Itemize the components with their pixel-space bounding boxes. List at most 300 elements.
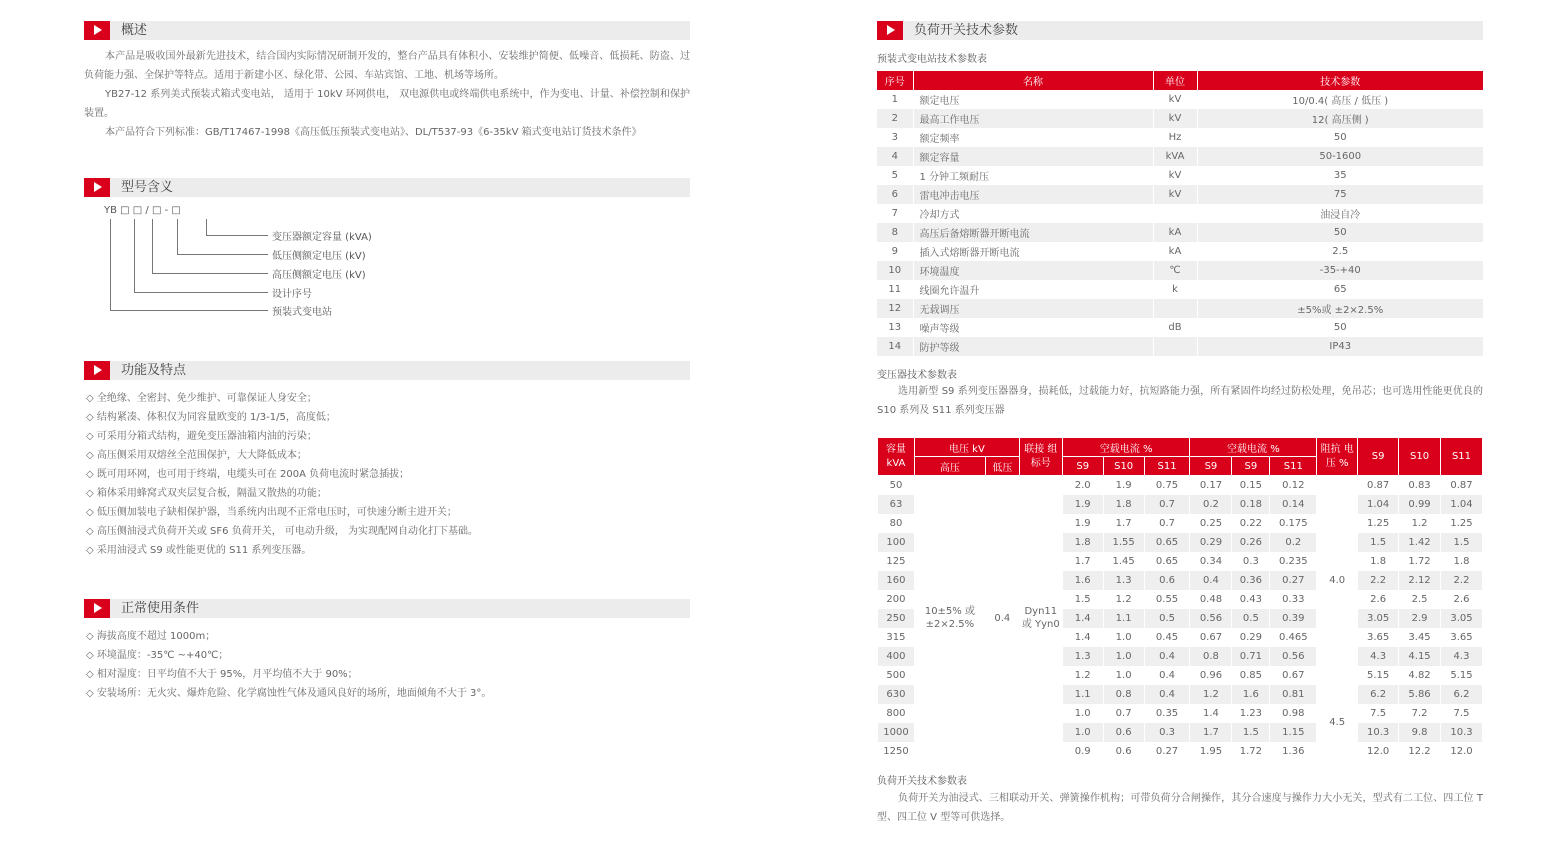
table-cell: 0.25 bbox=[1190, 514, 1232, 533]
table-cell: 0.4 bbox=[1144, 666, 1190, 685]
table-cell: 1.36 bbox=[1270, 742, 1317, 761]
table-header-row bbox=[878, 438, 1483, 457]
loadswitch-paragraph: 负荷开关为油浸式、三相联动开关、弹簧操作机构；可带负荷分合闸操作，其分合速度与操作力大小无关，型式有二工位、四工位 T 型、四工位 V 型等可供选择。 bbox=[877, 793, 1483, 823]
column-header: S9 bbox=[1232, 457, 1270, 476]
table-cell: 1.55 bbox=[1103, 533, 1144, 552]
table-cell: 0.175 bbox=[1270, 514, 1317, 533]
play-icon bbox=[84, 21, 110, 40]
features-list bbox=[86, 389, 690, 560]
section-header-params bbox=[877, 21, 1483, 40]
table-cell: 0.6 bbox=[1144, 571, 1190, 590]
table-row bbox=[877, 223, 1483, 242]
table-cell: 冷却方式 bbox=[913, 204, 1153, 223]
table-cell: 0.27 bbox=[1270, 571, 1317, 590]
table-cell: 最高工作电压 bbox=[913, 109, 1153, 128]
table-cell: 0.4 bbox=[1144, 685, 1190, 704]
table-cell: 0.18 bbox=[1232, 495, 1270, 514]
column-header: 容量 kVA bbox=[878, 438, 915, 476]
model-label: 预装式变电站 bbox=[272, 307, 332, 318]
table-cell: 2.6 bbox=[1358, 590, 1399, 609]
table-cell: 1.72 bbox=[1232, 742, 1270, 761]
table-cell: 0.6 bbox=[1103, 723, 1144, 742]
table-cell: 315 bbox=[878, 628, 915, 647]
table-row bbox=[877, 318, 1483, 337]
table-cell: 2.2 bbox=[1441, 571, 1483, 590]
table-cell: 0.67 bbox=[1190, 628, 1232, 647]
table-cell: 0.34 bbox=[1190, 552, 1232, 571]
table-cell: 800 bbox=[878, 704, 915, 723]
table-cell: 1.5 bbox=[1358, 533, 1399, 552]
diagram-line bbox=[206, 235, 268, 236]
table-cell: 0.3 bbox=[1232, 552, 1270, 571]
list-item: ◇ 全绝缘、全密封、免少维护、可靠保证人身安全； bbox=[86, 393, 317, 404]
table-cell: 6.2 bbox=[1358, 685, 1399, 704]
table-cell: 10 bbox=[877, 261, 913, 280]
table-cell: 0.7 bbox=[1144, 514, 1190, 533]
table-cell: 1.45 bbox=[1103, 552, 1144, 571]
model-label: 高压侧额定电压 (kV) bbox=[272, 270, 366, 281]
table-cell: 1.7 bbox=[1190, 723, 1232, 742]
table-cell: kVA bbox=[1153, 147, 1197, 166]
table-cell: 3.45 bbox=[1399, 628, 1441, 647]
list-item: ◇ 箱体采用蜂窝式双夹层复合板，隔温又散热的功能； bbox=[86, 488, 327, 499]
table-cell: 油浸自冷 bbox=[1197, 204, 1483, 223]
list-item: ◇ 可采用分箱式结构，避免变压器油箱内油的污染； bbox=[86, 431, 317, 442]
table-cell: 4 bbox=[877, 147, 913, 166]
diagram-line bbox=[152, 219, 153, 273]
table-row bbox=[877, 90, 1483, 109]
table-cell: 35 bbox=[1197, 166, 1483, 185]
table-cell: kV bbox=[1153, 109, 1197, 128]
table-cell: 0.36 bbox=[1232, 571, 1270, 590]
table-row bbox=[877, 242, 1483, 261]
table-cell: 0.43 bbox=[1232, 590, 1270, 609]
column-header: 技术参数 bbox=[1197, 71, 1483, 90]
play-icon bbox=[877, 21, 903, 40]
table-cell: 4.15 bbox=[1399, 647, 1441, 666]
transformer-table-body bbox=[878, 476, 1483, 761]
table-cell: 0.96 bbox=[1190, 666, 1232, 685]
table-cell: 8 bbox=[877, 223, 913, 242]
table-cell: 额定电压 bbox=[913, 90, 1153, 109]
list-item: ◇ 高压侧油浸式负荷开关或 SF6 负荷开关， 可电动升级， 为实现配网自动化打下基础。 bbox=[86, 526, 479, 537]
table-cell: 0.5 bbox=[1232, 609, 1270, 628]
list-item: ◇ 采用油浸式 S9 或性能更优的 S11 系列变压器。 bbox=[86, 545, 312, 556]
table-cell: 5.15 bbox=[1441, 666, 1483, 685]
table-cell: 2.0 bbox=[1062, 476, 1103, 495]
table-cell: 3.05 bbox=[1358, 609, 1399, 628]
section-title: 负荷开关技术参数 bbox=[914, 23, 1019, 38]
table-cell: 1.5 bbox=[1062, 590, 1103, 609]
table-cell: 0.48 bbox=[1190, 590, 1232, 609]
diagram-line bbox=[152, 273, 268, 274]
table-cell: 额定频率 bbox=[913, 128, 1153, 147]
table-cell: 9 bbox=[877, 242, 913, 261]
table-cell: 额定容量 bbox=[913, 147, 1153, 166]
table-cell: 0.7 bbox=[1144, 495, 1190, 514]
column-header: 电压 kV bbox=[914, 438, 1019, 457]
table-cell: 12 bbox=[877, 299, 913, 318]
transformer-table bbox=[877, 437, 1483, 761]
table-row bbox=[877, 204, 1483, 223]
column-header: 低压 bbox=[985, 457, 1019, 476]
table-cell: 1.3 bbox=[1062, 647, 1103, 666]
table-cell: 1.9 bbox=[1062, 495, 1103, 514]
column-header: S10 bbox=[1399, 438, 1441, 476]
table-row bbox=[877, 337, 1483, 356]
table-cell bbox=[1153, 337, 1197, 356]
table-cell: 0.87 bbox=[1358, 476, 1399, 495]
table-cell: 0.75 bbox=[1144, 476, 1190, 495]
table-cell: 50 bbox=[1197, 128, 1483, 147]
section-header-overview bbox=[84, 21, 690, 40]
list-item: ◇ 环境温度：-35℃ ~+40℃； bbox=[86, 650, 229, 661]
table-cell: 0.9 bbox=[1062, 742, 1103, 761]
table-cell: 7 bbox=[877, 204, 913, 223]
table-cell: 7.2 bbox=[1399, 704, 1441, 723]
table-cell: 1.2 bbox=[1399, 514, 1441, 533]
table-cell bbox=[1153, 299, 1197, 318]
list-item: ◇ 既可用环网，也可用于终端，电缆头可在 200A 负荷电流时紧急插拔； bbox=[86, 469, 410, 480]
table-cell: 0.98 bbox=[1270, 704, 1317, 723]
table-cell: 1.04 bbox=[1441, 495, 1483, 514]
table-cell: 1000 bbox=[878, 723, 915, 742]
play-icon bbox=[84, 178, 110, 197]
table-cell bbox=[1153, 204, 1197, 223]
table-cell: 1.8 bbox=[1358, 552, 1399, 571]
table-cell: 1.25 bbox=[1441, 514, 1483, 533]
table-row bbox=[877, 280, 1483, 299]
table-cell: 10±5% 或 ±2×2.5% bbox=[914, 476, 985, 761]
table-cell: 4.0 bbox=[1317, 476, 1358, 685]
model-label: 设计序号 bbox=[272, 289, 312, 300]
table-row bbox=[878, 476, 1483, 495]
list-item: ◇ 结构紧凑、体积仅为同容量欧变的 1/3-1/5，高度低； bbox=[86, 412, 336, 423]
play-icon bbox=[84, 599, 110, 618]
table-row bbox=[877, 166, 1483, 185]
table-cell: 2 bbox=[877, 109, 913, 128]
column-header: S11 bbox=[1270, 457, 1317, 476]
table-cell: 0.85 bbox=[1232, 666, 1270, 685]
table-cell: 1 分钟工频耐压 bbox=[913, 166, 1153, 185]
table-cell: 0.55 bbox=[1144, 590, 1190, 609]
list-item: ◇ 高压侧采用双熔丝全范围保护，大大降低成本； bbox=[86, 450, 307, 461]
table-cell: 1.2 bbox=[1190, 685, 1232, 704]
column-header: S11 bbox=[1144, 457, 1190, 476]
table-cell: 0.29 bbox=[1232, 628, 1270, 647]
list-item: ◇ 安装场所：无火灾、爆炸危险、化学腐蚀性气体及通风良好的场所，地面倾角不大于 3°。 bbox=[86, 688, 492, 699]
table-cell: 100 bbox=[878, 533, 915, 552]
table-cell: 3.65 bbox=[1441, 628, 1483, 647]
table-cell: 400 bbox=[878, 647, 915, 666]
table-cell: 630 bbox=[878, 685, 915, 704]
table-cell: 高压后备熔断器开断电流 bbox=[913, 223, 1153, 242]
table-cell: 1.9 bbox=[1062, 514, 1103, 533]
table-cell: 5.15 bbox=[1358, 666, 1399, 685]
table-row bbox=[877, 261, 1483, 280]
table-cell: 1.8 bbox=[1103, 495, 1144, 514]
table-row bbox=[877, 109, 1483, 128]
table-cell: 1.6 bbox=[1232, 685, 1270, 704]
table-cell: 0.45 bbox=[1144, 628, 1190, 647]
table-cell: 0.33 bbox=[1270, 590, 1317, 609]
table-cell: 0.17 bbox=[1190, 476, 1232, 495]
table-cell: 2.12 bbox=[1399, 571, 1441, 590]
table-cell: kA bbox=[1153, 223, 1197, 242]
model-code: YB □ □ / □ - □ bbox=[104, 205, 181, 216]
section-title: 功能及特点 bbox=[121, 363, 187, 378]
table-cell: ±5%或 ±2×2.5% bbox=[1197, 299, 1483, 318]
table-cell: 7.5 bbox=[1441, 704, 1483, 723]
model-diagram bbox=[104, 205, 464, 325]
table-cell: 防护等级 bbox=[913, 337, 1153, 356]
table-cell: 4.5 bbox=[1317, 685, 1358, 761]
table-cell: 4.3 bbox=[1441, 647, 1483, 666]
table-cell: 0.27 bbox=[1144, 742, 1190, 761]
table-cell: 1.42 bbox=[1399, 533, 1441, 552]
diagram-line bbox=[110, 219, 111, 310]
table-cell: 1.0 bbox=[1103, 647, 1144, 666]
table-cell: 12.0 bbox=[1358, 742, 1399, 761]
table-cell: 1.2 bbox=[1062, 666, 1103, 685]
table-cell: 0.99 bbox=[1399, 495, 1441, 514]
section-title: 概述 bbox=[121, 23, 148, 38]
table-cell: 0.14 bbox=[1270, 495, 1317, 514]
table-cell: 0.22 bbox=[1232, 514, 1270, 533]
table-cell: 1.1 bbox=[1062, 685, 1103, 704]
table-cell: 0.3 bbox=[1144, 723, 1190, 742]
table-cell: 12( 高压侧 ) bbox=[1197, 109, 1483, 128]
table-cell: 5.86 bbox=[1399, 685, 1441, 704]
table-cell: -35-+40 bbox=[1197, 261, 1483, 280]
column-header: S10 bbox=[1103, 457, 1144, 476]
table-row bbox=[877, 128, 1483, 147]
table-cell: 1.0 bbox=[1103, 666, 1144, 685]
table-cell: 3 bbox=[877, 128, 913, 147]
table-cell: 1250 bbox=[878, 742, 915, 761]
diagram-line bbox=[206, 219, 207, 235]
table-cell: 65 bbox=[1197, 280, 1483, 299]
table-cell: 1.7 bbox=[1062, 552, 1103, 571]
overview-paragraph-1: 本产品是吸收国外最新先进技术，结合国内实际情况研制开发的，整台产品具有体积小、安装维护简便、低噪音、低损耗、防盗、过负荷能力强、全保护等特点。适用于新建小区、绿化带、公园、车站宾馆、工地、机场等场所。 bbox=[84, 51, 690, 81]
loadswitch-caption: 负荷开关技术参数表 bbox=[877, 776, 967, 787]
table-cell: 12.2 bbox=[1399, 742, 1441, 761]
section-title: 正常使用条件 bbox=[121, 601, 200, 616]
table-cell: 1.0 bbox=[1062, 723, 1103, 742]
table-cell: 4.82 bbox=[1399, 666, 1441, 685]
table-cell: 雷电冲击电压 bbox=[913, 185, 1153, 204]
table-cell: 0.65 bbox=[1144, 533, 1190, 552]
table-cell: 1.04 bbox=[1358, 495, 1399, 514]
table-cell: 1.8 bbox=[1441, 552, 1483, 571]
table-cell: 50 bbox=[1197, 223, 1483, 242]
column-header: 空载电流 % bbox=[1062, 438, 1190, 457]
table-cell: kV bbox=[1153, 90, 1197, 109]
table-cell: 0.71 bbox=[1232, 647, 1270, 666]
table-cell: 1 bbox=[877, 90, 913, 109]
table-cell: 63 bbox=[878, 495, 915, 514]
table-cell: 11 bbox=[877, 280, 913, 299]
diagram-line bbox=[177, 219, 178, 254]
column-header: S11 bbox=[1441, 438, 1483, 476]
overview-paragraph-3: 本产品符合下列标准：GB/T17467-1998《高压低压预装式变电站》、DL/T537-93《6-35kV 箱式变电站订货技术条件》 bbox=[105, 127, 642, 138]
table-row bbox=[877, 299, 1483, 318]
model-label: 低压侧额定电压 (kV) bbox=[272, 251, 366, 262]
table-cell: 10/0.4( 高压 / 低压 ) bbox=[1197, 90, 1483, 109]
play-icon bbox=[84, 361, 110, 380]
table-cell: 1.6 bbox=[1062, 571, 1103, 590]
table-cell: 0.15 bbox=[1232, 476, 1270, 495]
table-cell: 噪声等级 bbox=[913, 318, 1153, 337]
column-header: 高压 bbox=[914, 457, 985, 476]
table-cell: Hz bbox=[1153, 128, 1197, 147]
table-cell: kV bbox=[1153, 185, 1197, 204]
table-cell: 0.2 bbox=[1190, 495, 1232, 514]
table-cell: 0.6 bbox=[1103, 742, 1144, 761]
table-cell: k bbox=[1153, 280, 1197, 299]
table-cell: 1.9 bbox=[1103, 476, 1144, 495]
table-cell: 2.5 bbox=[1197, 242, 1483, 261]
table-cell: 1.0 bbox=[1062, 704, 1103, 723]
table-cell: 7.5 bbox=[1358, 704, 1399, 723]
transformer-paragraph: 选用新型 S9 系列变压器器身，损耗低，过载能力好，抗短路能力强，所有紧固件均经过防松处理，免吊芯；也可选用性能更优良的 S10 系列及 S11 系列变压器 bbox=[877, 386, 1483, 416]
table-cell: 1.0 bbox=[1103, 628, 1144, 647]
table-cell: 1.7 bbox=[1103, 514, 1144, 533]
table-cell: 1.8 bbox=[1062, 533, 1103, 552]
table-cell: 160 bbox=[878, 571, 915, 590]
table-cell: 0.87 bbox=[1441, 476, 1483, 495]
table-cell: 12.0 bbox=[1441, 742, 1483, 761]
table-cell: 0.81 bbox=[1270, 685, 1317, 704]
table-cell: 0.4 bbox=[985, 476, 1019, 761]
params-table-body bbox=[877, 90, 1483, 356]
table-cell: 0.83 bbox=[1399, 476, 1441, 495]
section-header-features bbox=[84, 361, 690, 380]
table-cell: 10.3 bbox=[1441, 723, 1483, 742]
table-cell: 0.65 bbox=[1144, 552, 1190, 571]
table-header-row bbox=[877, 71, 1483, 90]
section-header-model bbox=[84, 178, 690, 197]
table-cell: 6.2 bbox=[1441, 685, 1483, 704]
table-cell: 4.3 bbox=[1358, 647, 1399, 666]
table-cell: 0.26 bbox=[1232, 533, 1270, 552]
table-cell: dB bbox=[1153, 318, 1197, 337]
column-header: 阻抗 电压 % bbox=[1317, 438, 1358, 476]
section-header-conditions bbox=[84, 599, 690, 618]
diagram-line bbox=[134, 219, 135, 292]
conditions-list bbox=[86, 627, 690, 703]
table-cell: 0.8 bbox=[1190, 647, 1232, 666]
table-cell: 0.8 bbox=[1103, 685, 1144, 704]
table-cell: 200 bbox=[878, 590, 915, 609]
table-cell: 3.65 bbox=[1358, 628, 1399, 647]
column-header: 空载电流 % bbox=[1190, 438, 1317, 457]
table-cell: 1.15 bbox=[1270, 723, 1317, 742]
table-row bbox=[877, 185, 1483, 204]
table-cell: 1.4 bbox=[1190, 704, 1232, 723]
column-header: 序号 bbox=[877, 71, 913, 90]
params-caption: 预装式变电站技术参数表 bbox=[877, 54, 987, 65]
table-cell: 插入式熔断器开断电流 bbox=[913, 242, 1153, 261]
table-cell: 2.2 bbox=[1358, 571, 1399, 590]
table-cell: 3.05 bbox=[1441, 609, 1483, 628]
table-cell: 14 bbox=[877, 337, 913, 356]
diagram-line bbox=[134, 292, 268, 293]
table-cell: 500 bbox=[878, 666, 915, 685]
table-cell: 6 bbox=[877, 185, 913, 204]
model-label: 变压器额定容量 (kVA) bbox=[272, 232, 372, 243]
table-cell: 0.235 bbox=[1270, 552, 1317, 571]
table-cell: 2.5 bbox=[1399, 590, 1441, 609]
table-cell: 10.3 bbox=[1358, 723, 1399, 742]
list-item: ◇ 低压侧加装电子缺相保护器，当系统内出现不正常电压时，可快速分断主进开关； bbox=[86, 507, 457, 518]
params-table bbox=[877, 71, 1483, 356]
section-title: 型号含义 bbox=[121, 180, 174, 195]
table-cell: Dyn11 或 Yyn0 bbox=[1019, 476, 1062, 761]
table-cell: 1.4 bbox=[1062, 628, 1103, 647]
table-cell: 75 bbox=[1197, 185, 1483, 204]
table-row bbox=[877, 147, 1483, 166]
column-header: 名称 bbox=[913, 71, 1153, 90]
table-cell: 13 bbox=[877, 318, 913, 337]
table-cell: 9.8 bbox=[1399, 723, 1441, 742]
table-cell: 无载调压 bbox=[913, 299, 1153, 318]
table-cell: 50 bbox=[1197, 318, 1483, 337]
column-header: S9 bbox=[1062, 457, 1103, 476]
table-cell: IP43 bbox=[1197, 337, 1483, 356]
transformer-caption: 变压器技术参数表 bbox=[877, 370, 957, 381]
table-cell: 1.5 bbox=[1232, 723, 1270, 742]
table-cell: 250 bbox=[878, 609, 915, 628]
table-cell: 50-1600 bbox=[1197, 147, 1483, 166]
table-cell: 125 bbox=[878, 552, 915, 571]
table-cell: 0.29 bbox=[1190, 533, 1232, 552]
table-cell: 0.12 bbox=[1270, 476, 1317, 495]
column-header: S9 bbox=[1358, 438, 1399, 476]
table-cell: 0.5 bbox=[1144, 609, 1190, 628]
table-cell: 0.56 bbox=[1190, 609, 1232, 628]
table-cell: 1.5 bbox=[1441, 533, 1483, 552]
table-cell: 0.35 bbox=[1144, 704, 1190, 723]
table-cell: 1.72 bbox=[1399, 552, 1441, 571]
diagram-line bbox=[110, 310, 268, 311]
table-cell: 0.465 bbox=[1270, 628, 1317, 647]
table-cell: 2.9 bbox=[1399, 609, 1441, 628]
table-cell: 1.4 bbox=[1062, 609, 1103, 628]
table-cell: kA bbox=[1153, 242, 1197, 261]
column-header: S9 bbox=[1190, 457, 1232, 476]
overview-paragraph-2: YB27-12 系列美式预装式箱式变电站， 适用于 10kV 环网供电， 双电源供电或终端供电系统中，作为变电、计量、补偿控制和保护装置。 bbox=[84, 89, 690, 119]
table-cell: 线圈允许温升 bbox=[913, 280, 1153, 299]
table-cell: 环境温度 bbox=[913, 261, 1153, 280]
table-cell: 0.56 bbox=[1270, 647, 1317, 666]
column-header: 联接 组标号 bbox=[1019, 438, 1062, 476]
list-item: ◇ 海拔高度不超过 1000m； bbox=[86, 631, 216, 642]
table-cell: 2.6 bbox=[1441, 590, 1483, 609]
table-cell: 1.23 bbox=[1232, 704, 1270, 723]
table-cell: 1.3 bbox=[1103, 571, 1144, 590]
diagram-line bbox=[177, 254, 268, 255]
table-cell: 1.95 bbox=[1190, 742, 1232, 761]
table-cell: 50 bbox=[878, 476, 915, 495]
table-cell: 1.1 bbox=[1103, 609, 1144, 628]
table-cell: 0.4 bbox=[1190, 571, 1232, 590]
table-cell: 5 bbox=[877, 166, 913, 185]
table-cell: 0.67 bbox=[1270, 666, 1317, 685]
table-cell: 0.2 bbox=[1270, 533, 1317, 552]
table-cell: 1.25 bbox=[1358, 514, 1399, 533]
table-cell: ℃ bbox=[1153, 261, 1197, 280]
